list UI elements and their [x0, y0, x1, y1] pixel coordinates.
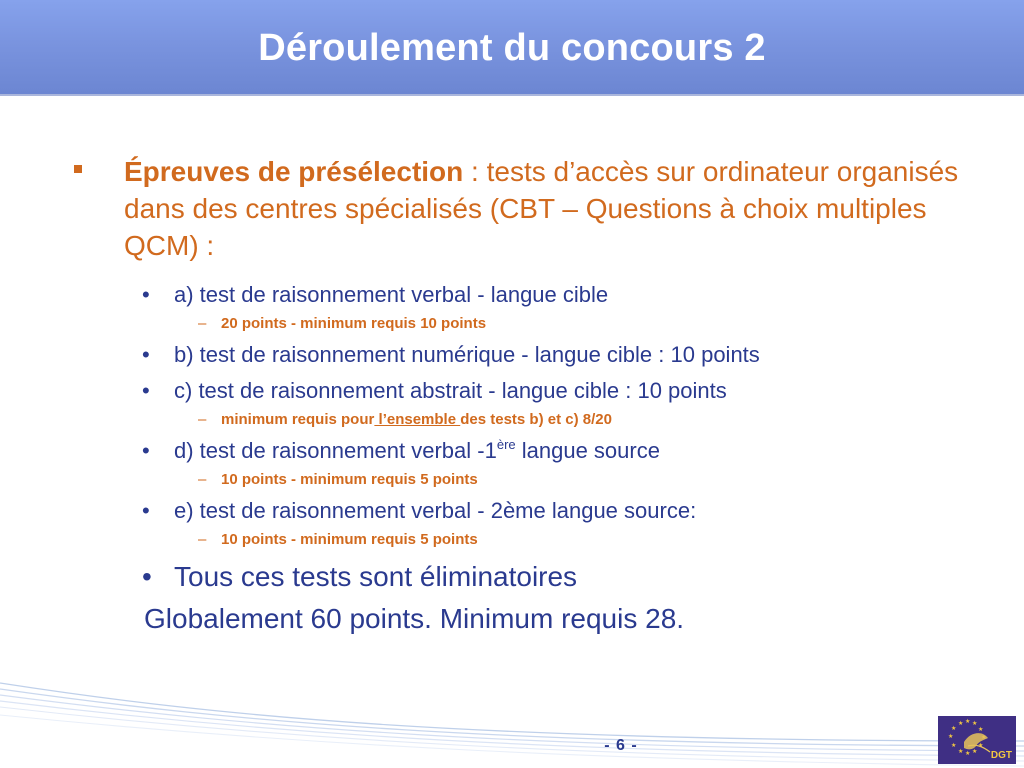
item-c-detail-after: des tests b) et c) 8/20: [460, 411, 612, 428]
item-e-detail-text: 10 points - minimum requis 5 points: [221, 531, 478, 548]
svg-text:★: ★: [972, 720, 978, 727]
item-b-text: b) test de raisonnement numérique - langue cible : 10 points: [174, 342, 760, 367]
dash-bullet-icon: –: [198, 411, 207, 428]
item-e-text: e) test de raisonnement verbal - 2ème langue source:: [174, 498, 697, 523]
svg-text:★: ★: [978, 726, 984, 733]
item-a: [70, 281, 970, 309]
slide-content: [70, 153, 970, 637]
item-d-text-before: d) test de raisonnement verbal -1: [174, 438, 497, 463]
item-e: [70, 497, 970, 525]
item-c-detail-underlined: l’ensemble: [374, 411, 461, 428]
item-c: [70, 377, 970, 405]
item-d: [70, 437, 970, 465]
svg-text:★: ★: [965, 718, 971, 725]
main-bullet-point: [70, 153, 970, 264]
eliminatory-note-text: Tous ces tests sont éliminatoires: [174, 561, 578, 592]
svg-text:★: ★: [958, 720, 964, 727]
svg-text:★: ★: [951, 725, 957, 732]
dash-bullet-icon: –: [198, 315, 207, 332]
main-point-text: : tests d’accès sur ordinateur organisés dans des centres spécialisés (CBT – Questions à choix multiples QCM) :: [124, 156, 959, 261]
item-c-detail-before: minimum requis pour: [221, 411, 375, 428]
item-c-detail: [70, 409, 970, 430]
item-a-detail: [70, 313, 970, 334]
round-bullet-icon: •: [142, 498, 150, 523]
slide-title: Déroulement du concours 2: [258, 27, 766, 69]
main-point-heading: Épreuves de présélection: [124, 156, 464, 187]
svg-text:★: ★: [978, 742, 984, 749]
round-bullet-icon: •: [142, 561, 152, 592]
item-a-detail-text: 20 points - minimum requis 10 points: [221, 315, 487, 332]
item-a-text: a) test de raisonnement verbal - langue cible: [174, 282, 609, 307]
dgt-logo-text: DGT: [990, 750, 1012, 761]
summary-line: Globalement 60 points. Minimum requis 28.: [144, 603, 685, 634]
svg-text:★: ★: [958, 748, 964, 755]
item-c-text: c) test de raisonnement abstrait - langue cible : 10 points: [174, 378, 727, 403]
round-bullet-icon: •: [142, 282, 150, 307]
round-bullet-icon: •: [142, 378, 150, 403]
svg-text:★: ★: [951, 742, 957, 749]
dash-bullet-icon: –: [198, 531, 207, 548]
dash-bullet-icon: –: [198, 471, 207, 488]
item-d-detail-text: 10 points - minimum requis 5 points: [221, 471, 478, 488]
svg-text:★: ★: [965, 750, 971, 757]
slide-header: [0, 0, 1024, 96]
round-bullet-icon: •: [142, 438, 150, 463]
dgt-logo: [938, 716, 1016, 764]
decorative-wave-lines: [0, 675, 1024, 768]
item-e-detail: [70, 529, 970, 550]
item-d-superscript: ère: [496, 437, 516, 452]
item-d-detail: [70, 469, 970, 490]
svg-text:★: ★: [948, 733, 954, 740]
item-b: [70, 341, 970, 369]
svg-text:★: ★: [972, 748, 978, 755]
eliminatory-note: [70, 559, 970, 595]
square-bullet-icon: [74, 165, 82, 173]
page-number: - 6 -: [604, 737, 638, 754]
round-bullet-icon: •: [142, 342, 150, 367]
item-d-text-after: langue source: [515, 438, 660, 463]
